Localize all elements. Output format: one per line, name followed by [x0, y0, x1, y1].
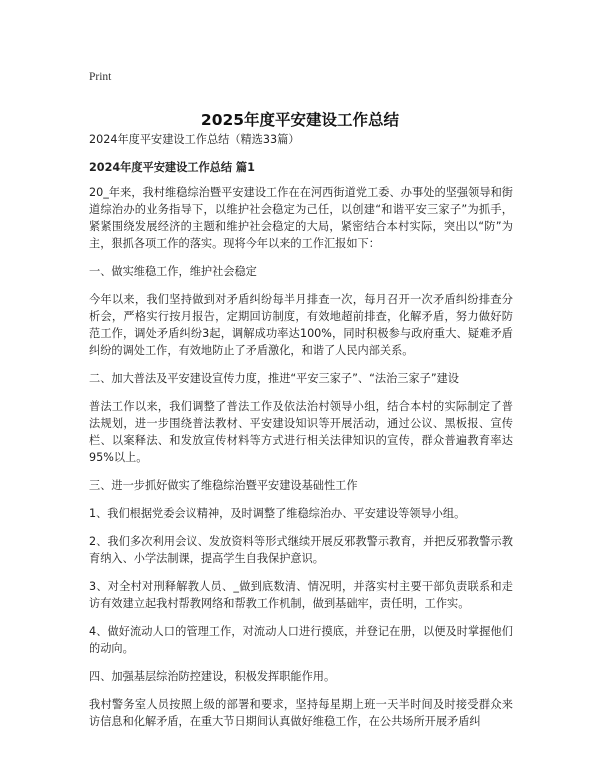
paragraph-1: 今年以来，我们坚持做到对矛盾纠纷每半月排查一次，每月召开一次矛盾纠纷排查分析会，严格实行按月报告，定期回访制度，有效地超前排查，化解矛盾，努力做好防范工作，调处矛盾纠纷3起，调解成功率达100%，同时积极参与政府重大、疑难矛盾纠纷的调处工作，有效地防止了矛盾激化，和谐了人民内部关系。: [89, 293, 513, 357]
section-title: 2024年度平安建设工作总结 篇1: [89, 161, 255, 174]
list-item-1: 1、我们根据党委会议精神，及时调整了维稳综治办、平安建设等领导小组。: [89, 507, 466, 520]
list-item-4: 4、做好流动人口的管理工作，对流动人口进行摸底，并登记在册，以便及时掌握他们的动向。: [89, 625, 513, 655]
heading-1: 一、做实维稳工作，维护社会稳定: [89, 265, 257, 278]
print-link[interactable]: Print: [89, 71, 112, 83]
document-body: [89, 131, 513, 741]
list-item-3: 3、对全村对刑释解教人员、_做到底数清、情况明，并落实村主要干部负责联系和走访有效建立起我村帮教网络和帮教工作机制，做到基础牢，责任明，工作实。: [89, 580, 513, 610]
heading-3: 三、进一步抓好做实了维稳综治暨平安建设基础性工作: [89, 479, 358, 492]
paragraph-intro: 20_年来，我村维稳综治暨平安建设工作在在河西街道党工委、办事处的坚强领导和街道综治办的业务指导下，以维护社会稳定为己任，以创建“和谐平安三家子”为抓手，紧紧围绕发展经济的主题和维护社会稳定的大局，紧密结合本村实际，突出以“防”为主，狠抓各项工作的落实。现将今年以来的工作汇报如下：: [89, 186, 513, 250]
heading-2: 二、加大普法及平安建设宣传力度，推进“平安三家子”、“法治三家子”建设: [89, 372, 459, 385]
document-subtitle: 2024年度平安建设工作总结（精选33篇）: [89, 133, 300, 146]
paragraph-4: 我村警务室人员按照上级的部署和要求，坚持每星期上班一天半时间及时接受群众来访信息和化解矛盾，在重大节日期间认真做好维稳工作，在公共场所开展矛盾纠: [89, 698, 513, 728]
list-item-2: 2、我们多次利用会议、发放资料等形式继续开展反邪教警示教育，并把反邪教警示教育纳入、小学法制课，提高学生自我保护意识。: [89, 535, 513, 565]
paragraph-2: 普法工作以来，我们调整了普法工作及依法治村领导小组，结合本村的实际制定了普法规划，进一步围绕普法教材、平安建设知识等开展活动，通过公议、黑板报、宣传栏、以案释法、和发放宣传材料等方式进行相关法律知识的宣传，群众普遍教育率达95%以上。: [89, 400, 513, 464]
document-title: 2025年度平安建设工作总结: [200, 111, 400, 130]
heading-4: 四、加强基层综治防控建设，积极发挥职能作用。: [89, 670, 336, 683]
